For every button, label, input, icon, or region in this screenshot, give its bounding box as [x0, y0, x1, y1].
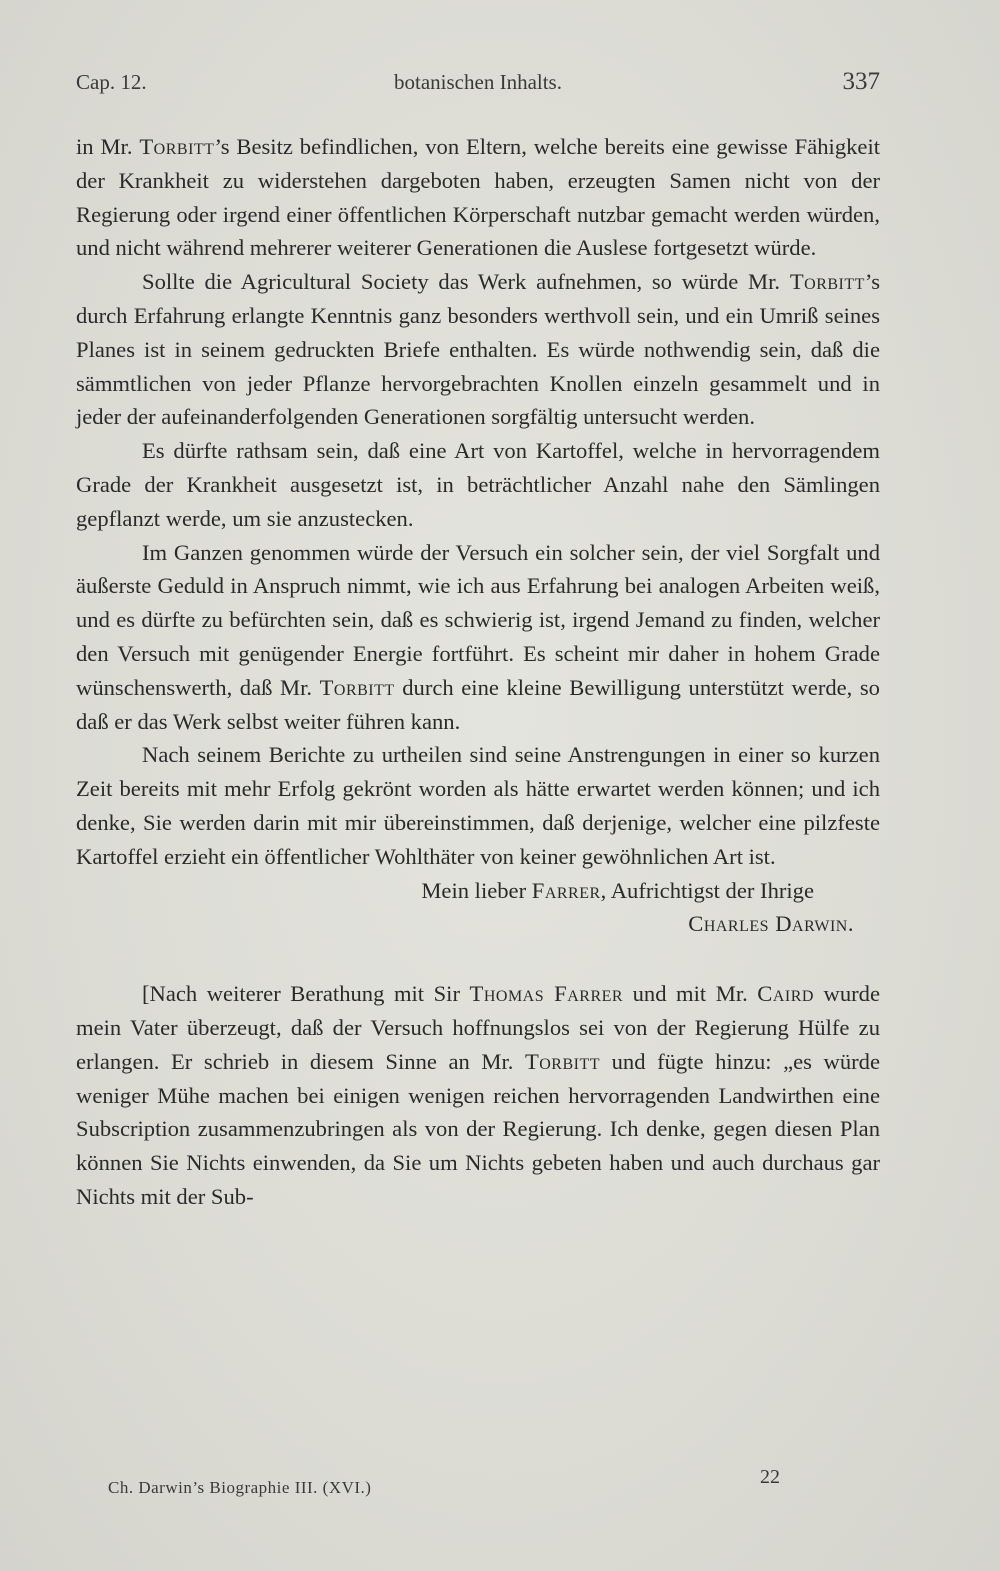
letter-paragraphs [76, 130, 880, 874]
chapter-label: Cap. 12. [76, 70, 147, 94]
text-run: ’s durch Erfahrung erlangte Kenntnis ganz besonders werthvoll sein, und ein Umriß seines Planes ist in seinem gedruckten Briefe enthalten. Es würde nothwendig sein, daß die sämmtlichen von jeder Pflanze hervorgebrachten Knollen einzeln gesammelt und in jeder der aufeinanderfolgenden Generationen sorgfältig untersucht werden. [76, 269, 880, 430]
text-run: wurde mein Vater überzeugt, daß der Versuch hoffnungslos sei von der Regierung Hülfe zu erlangen. Er schrieb in diesem Sinne an Mr. [76, 981, 880, 1074]
paragraph [76, 265, 880, 434]
name-small-caps: Torbitt [789, 269, 865, 295]
body-text [76, 130, 880, 1214]
text-run: Im Ganzen genommen würde der Versuch ein solcher sein, der viel Sorgfalt und äußerste Geduld in Anspruch nimmt, wie ich aus Erfahrung bei analogen Arbeiten weiß, und es dürfte zu befürchten sein, daß es schwierig ist, irgend Jemand zu finden, welcher den Versuch mit genügender Energie fortführt. Es scheint mir daher in hohem Grade wünschenswerth, daß Mr. [76, 539, 880, 700]
text-run: durch eine kleine Bewilligung unterstützt werde, so daß er das Werk selbst weiter führen kann. [76, 674, 880, 734]
closing-pre: Mein lieber [421, 877, 532, 903]
paragraph [76, 434, 880, 535]
paragraph [76, 536, 880, 739]
text-run: ’s Besitz befindlichen, von Eltern, welche bereits eine gewisse Fähigkeit der Krankheit zu widerstehen dargeboten haben, erzeugten Samen nicht von der Regierung oder irgend einer öffentlichen Körperschaft nutzbar gemacht werden würden, und nicht während mehrerer weiterer Generationen die Auslese fortgesetzt würde. [76, 134, 881, 261]
paragraph-spacer [76, 941, 880, 977]
name-small-caps: Torbitt [319, 674, 395, 700]
name-small-caps: Thomas Farrer [469, 981, 624, 1007]
editorial-paragraph [76, 977, 880, 1214]
paragraph [76, 738, 880, 873]
paragraph [76, 977, 880, 1214]
running-title: botanischen Inhalts. [394, 70, 562, 94]
printer-signature-line: Ch. Darwin’s Biographie III. (XVI.) [108, 1478, 372, 1497]
text-run: Sollte die Agricultural Society das Werk aufnehmen, so würde Mr. [142, 269, 790, 295]
page-footer [108, 1466, 808, 1504]
name-small-caps: Torbitt [139, 134, 215, 159]
text-run: in Mr. [76, 134, 140, 159]
text-run: Nach seinem Berichte zu urtheilen sind seine Anstrengungen in einer so kurzen Zeit bereits mit mehr Erfolg gekrönt worden als hätte erwartet werden können; und ich denke, Sie werden darin mit mir übereinstimmen, daß derjenige, welcher eine pilzfeste Kartoffel erzieht ein öffentlicher Wohlthäter von keiner gewöhnlichen Art ist. [76, 742, 880, 869]
paragraph [76, 130, 880, 265]
closing-post: , Aufrichtigst der Ihrige [600, 877, 814, 903]
text-run: Es dürfte rathsam sein, daß eine Art von Kartoffel, welche in hervorragendem Grade der Krankheit ausgesetzt ist, in beträchtlicher Anzahl nahe den Sämlingen gepflanzt werde, um sie anzustecken. [76, 438, 880, 531]
closing-line [76, 874, 880, 908]
closing-name: Farrer [531, 877, 601, 903]
text-run: und fügte hinzu: „es würde weniger Mühe machen bei einigen wenigen reichen hervorragenden Landwirthen eine Subscription zusammenzubringen als von der Regierung. Ich denke, gegen diesen Plan können Sie Nichts einwenden, da Sie um Nichts gebeten haben und auch durchaus gar Nichts mit der Sub- [76, 1048, 880, 1209]
text-run: und mit Mr. [623, 981, 758, 1007]
text-run: [Nach weiterer Berathung mit Sir [142, 981, 470, 1007]
page-number: 337 [842, 68, 880, 95]
letter-signature [76, 907, 880, 941]
name-small-caps: Torbitt [524, 1048, 601, 1074]
name-small-caps: Caird [757, 981, 814, 1007]
signature-name: Charles Darwin. [688, 911, 854, 937]
printer-signature-number: 22 [760, 1466, 780, 1488]
running-head [76, 70, 880, 100]
